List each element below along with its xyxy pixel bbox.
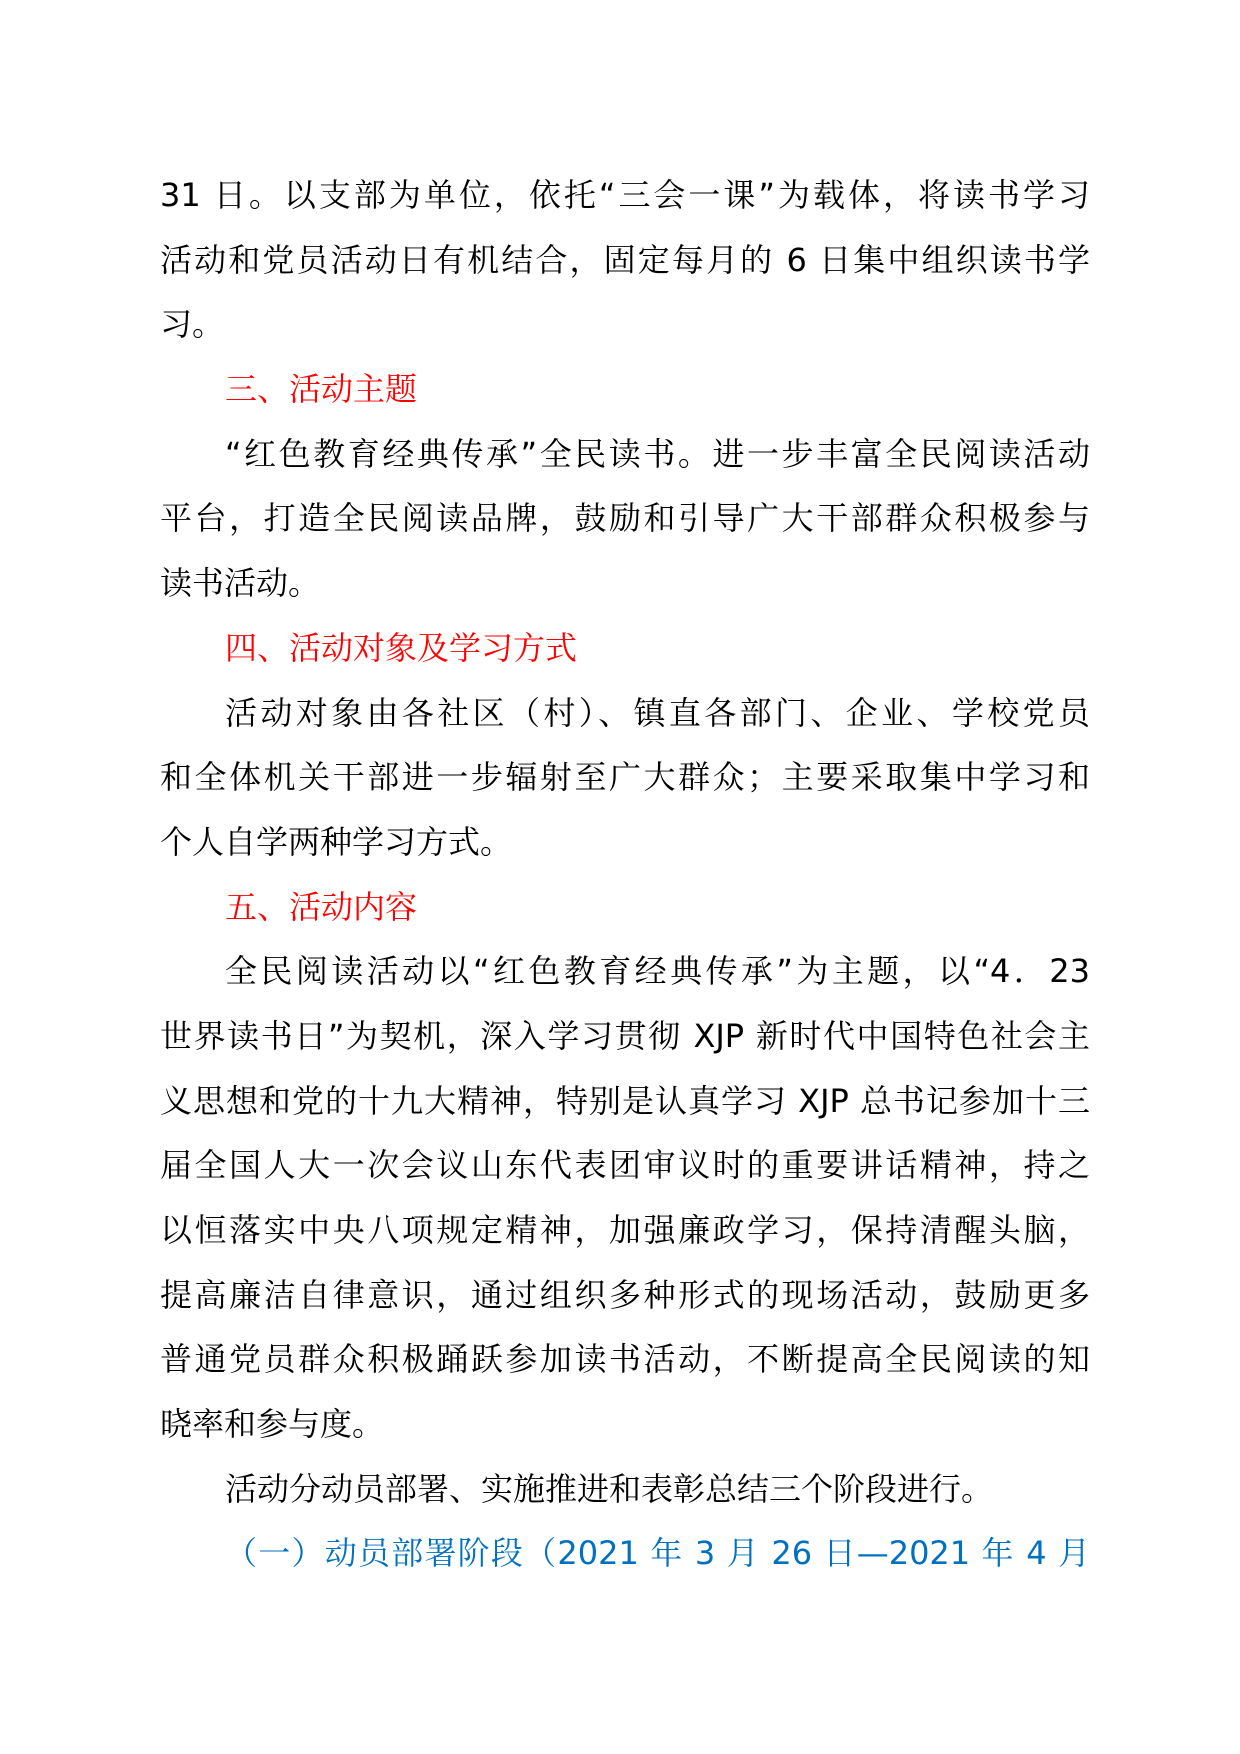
document-body [0, 163, 1240, 1586]
paragraph-line: 活动分动员部署、实施推进和表彰总结三个阶段进行。 [225, 1469, 994, 1508]
paragraph-line: 习。 [160, 305, 225, 344]
paragraph-line: 全民阅读活动以“红色教育经典传承”为主题，以“4．23 [225, 952, 1090, 991]
paragraph-line: 活动对象由各社区（村）、镇直各部门、企业、学校党员 [225, 693, 1090, 732]
paragraph-line: 平台，打造全民阅读品牌，鼓励和引导广大干部群众积极参与 [160, 499, 1090, 538]
paragraph-line: 提高廉洁自律意识，通过组织多种形式的现场活动，鼓励更多 [160, 1275, 1090, 1314]
paragraph-line: 读书活动。 [160, 564, 321, 603]
paragraph-line: 活动和党员活动日有机结合，固定每月的 6 日集中组织读书学 [160, 240, 1090, 279]
paragraph-line: 义思想和党的十九大精神，特别是认真学习 XJP 总书记参加十三 [160, 1081, 1090, 1120]
paragraph-line: “红色教育经典传承”全民读书。进一步丰富全民阅读活动 [225, 434, 1090, 473]
paragraph-line: 届全国人大一次会议山东代表团审议时的重要讲话精神，持之 [160, 1146, 1090, 1185]
paragraph-line: 个人自学两种学习方式。 [160, 822, 513, 861]
section-heading: 四、活动对象及学习方式 [225, 628, 578, 667]
section-heading: 三、活动主题 [225, 370, 418, 409]
section-heading: 五、活动内容 [225, 887, 418, 926]
paragraph-line: 31 日。以支部为单位，依托“三会一课”为载体，将读书学习 [160, 176, 1090, 214]
paragraph-line: 世界读书日”为契机，深入学习贯彻 XJP 新时代中国特色社会主 [160, 1016, 1090, 1055]
paragraph-line: 普通党员群众积极踊跃参加读书活动，不断提高全民阅读的知 [160, 1340, 1090, 1379]
paragraph-line: 和全体机关干部进一步辐射至广大群众；主要采取集中学习和 [160, 758, 1090, 797]
subsection-heading: （一）动员部署阶段（2021 年 3 月 26 日—2021 年 4 月 [225, 1534, 1090, 1573]
paragraph-line: 晓率和参与度。 [160, 1405, 385, 1444]
paragraph-line: 以恒落实中央八项规定精神，加强廉政学习，保持清醒头脑， [160, 1211, 1090, 1249]
